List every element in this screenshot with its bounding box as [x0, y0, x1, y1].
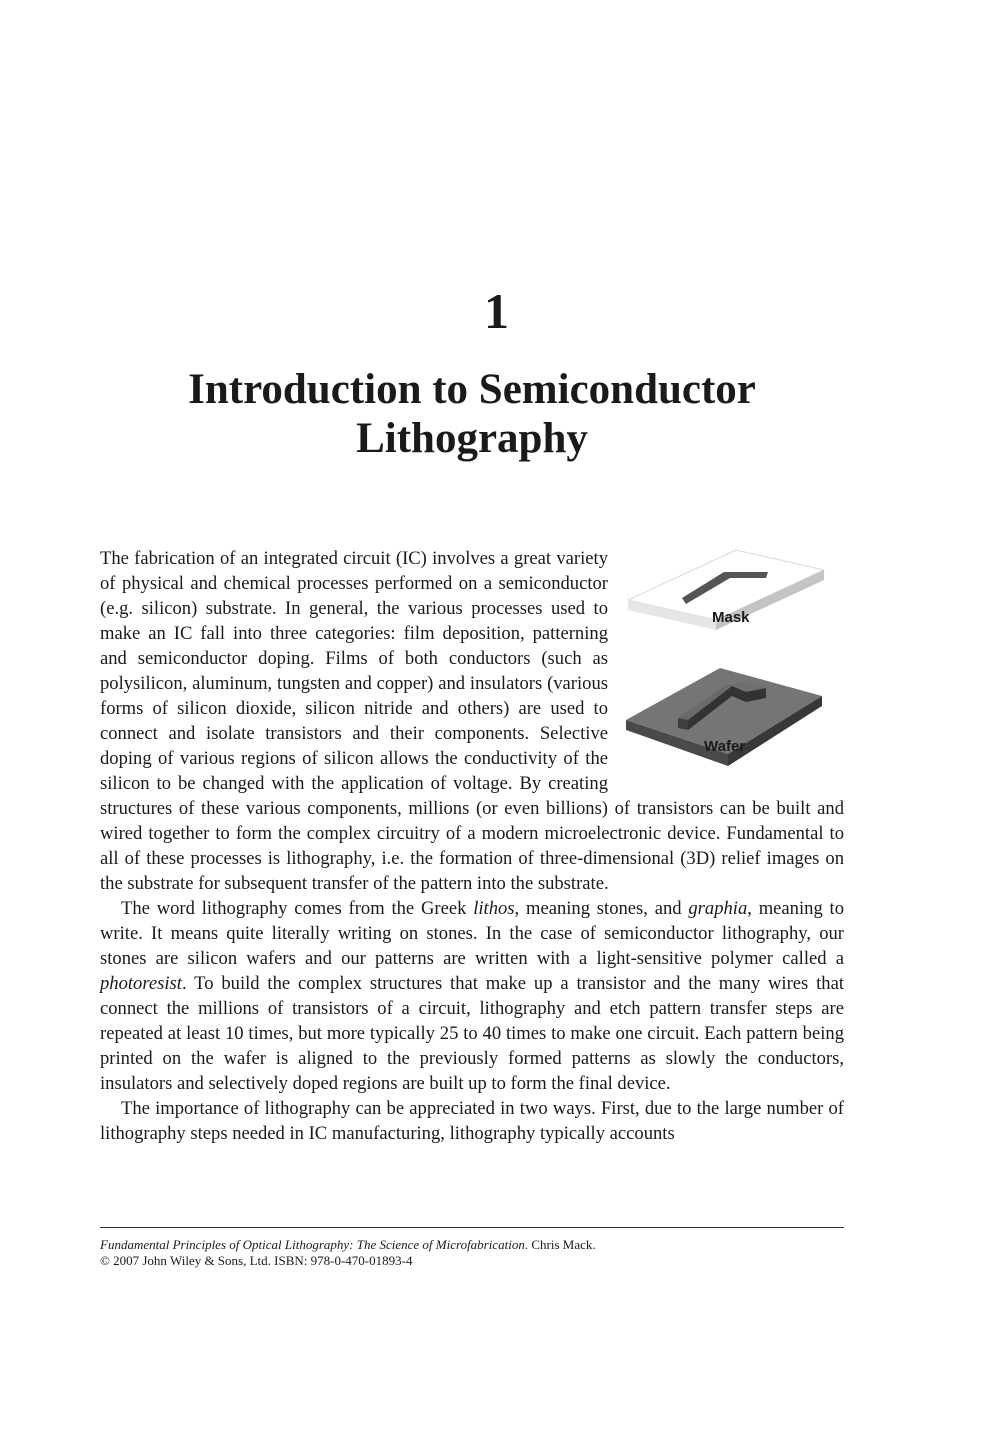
term-graphia: graphia — [688, 898, 748, 919]
paragraph-2-text: , meaning stones, and — [514, 898, 689, 919]
footnote — [100, 1227, 844, 1269]
body-text — [100, 546, 844, 1146]
citation-line — [100, 1237, 844, 1253]
wafer-label: Wafer — [704, 738, 746, 755]
wafer-feature-front — [678, 718, 688, 730]
copyright: © 2007 John Wiley & Sons, Ltd. ISBN: 978-0-470-01893-4 — [100, 1253, 413, 1268]
paragraph-1: The fabrication of an integrated circuit (IC) involves a great variety of physical and chemical processes performed on a semiconductor (e.g. silicon) substrate. In general, the various processes used to make an IC fall into three categories: film deposition, patterning and semiconductor doping. Films of both conductors (such as polysilicon, aluminum, tungsten and copper) and insulators (various forms of silicon dioxide, silicon nitride and others) are used to connect and isolate transistors and their components. Selective doping of various regions of silicon allows the conductivity of the silicon to be changed with the application of voltage. By creating structures of these various components, millions (or even billions) of transistors can be built and wired together to form the complex circuitry of a modern microelectronic device. Fundamental to all of these processes is lithography, i.e. the formation of three-dimensional (3D) relief images on the substrate for subsequent transfer of the pattern into the substrate. — [100, 548, 844, 894]
term-photoresist: photoresist — [100, 973, 182, 994]
mask-label: Mask — [712, 609, 750, 626]
term-lithos: lithos — [473, 898, 515, 919]
paragraph-2-text: The word lithography comes from the Greek — [121, 898, 474, 919]
mask-wafer-figure — [626, 546, 846, 794]
chapter-title: Introduction to Semiconductor Lithography — [188, 366, 756, 462]
paragraph-2-text: , meaning to write. It means quite literally writing on stones. In the case of semiconductor lithography, our stones are silicon wafers and our patterns are written with a light-sensitive polymer called a — [100, 898, 844, 969]
book-title: Fundamental Principles of Optical Lithography: The Science of Microfabrication — [100, 1237, 525, 1252]
author: . Chris Mack. — [524, 1237, 596, 1252]
paragraph-2 — [100, 896, 844, 1096]
paragraph-2-text: . To build the complex structures that make up a transistor and the many wires that connect the millions of transistors of a circuit, lithography and etch pattern transfer steps are repeated at least 10 times, but more typically 25 to 40 times to make one circuit. Each pattern being printed on the wafer is aligned to the previously formed patterns as slowly the conductors, insulators and selectively doped regions are built up to form the final device. — [100, 973, 844, 1094]
chapter-number: 1 — [484, 283, 509, 339]
paragraph-3: The importance of lithography can be appreciated in two ways. First, due to the large number of lithography steps needed in IC manufacturing, lithography typically accounts — [100, 1098, 844, 1144]
